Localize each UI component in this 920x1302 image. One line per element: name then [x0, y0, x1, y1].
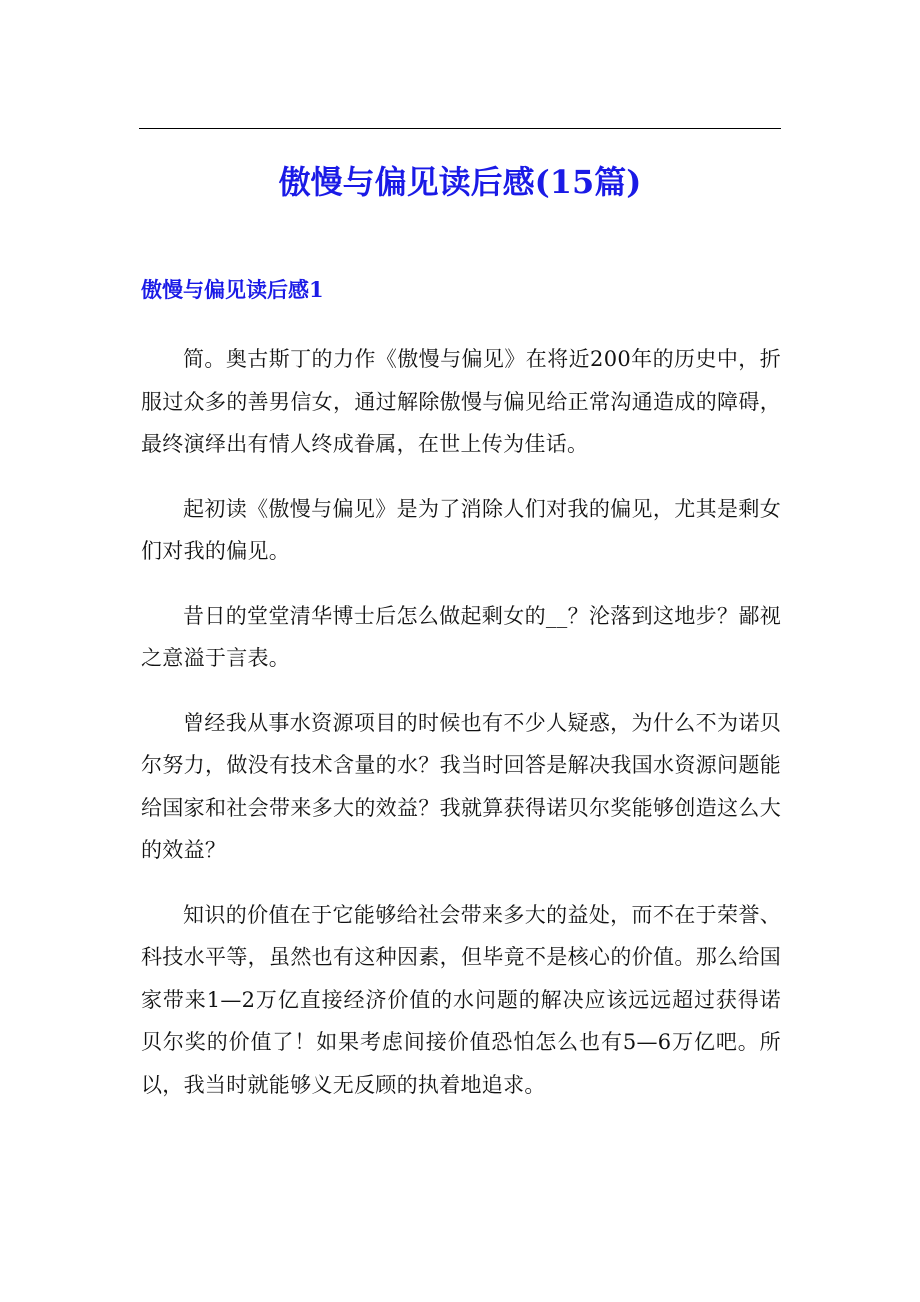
- paragraph-5: 知识的价值在于它能够给社会带来多大的益处，而不在于荣誉、科技水平等，虽然也有这种因素，但毕竟不是核心的价值。那么给国家带来1—2万亿直接经济价值的水问题的解决应该远远超过获得诺贝尔奖的价值了！如果考虑间接价值恐怕怎么也有5—6万亿吧。所以，我当时就能够义无反顾的执着地追求。: [141, 902, 781, 1097]
- paragraph-2: 起初读《傲慢与偏见》是为了消除人们对我的偏见，尤其是剩女们对我的偏见。: [141, 496, 781, 563]
- header-rule: [139, 128, 781, 129]
- paragraph-1: 简。奥古斯丁的力作《傲慢与偏见》在将近200年的历史中，折服过众多的善男信女，通过解除傲慢与偏见给正常沟通造成的障碍，最终演绎出有情人终成眷属，在世上传为佳话。: [141, 347, 781, 456]
- section-heading: 傲慢与偏见读后感1: [141, 277, 324, 302]
- paragraph-4: 曾经我从事水资源项目的时候也有不少人疑惑，为什么不为诺贝尔努力，做没有技术含量的水？我当时回答是解决我国水资源问题能给国家和社会带来多大的效益？我就算获得诺贝尔奖能够创造这么大的效益？: [141, 710, 781, 862]
- paragraph-3: 昔日的堂堂清华博士后怎么做起剩女的__？沦落到这地步？鄙视之意溢于言表。: [141, 603, 781, 670]
- article-body: [141, 338, 781, 1128]
- document-title: 傲慢与偏见读后感(15篇): [278, 163, 642, 201]
